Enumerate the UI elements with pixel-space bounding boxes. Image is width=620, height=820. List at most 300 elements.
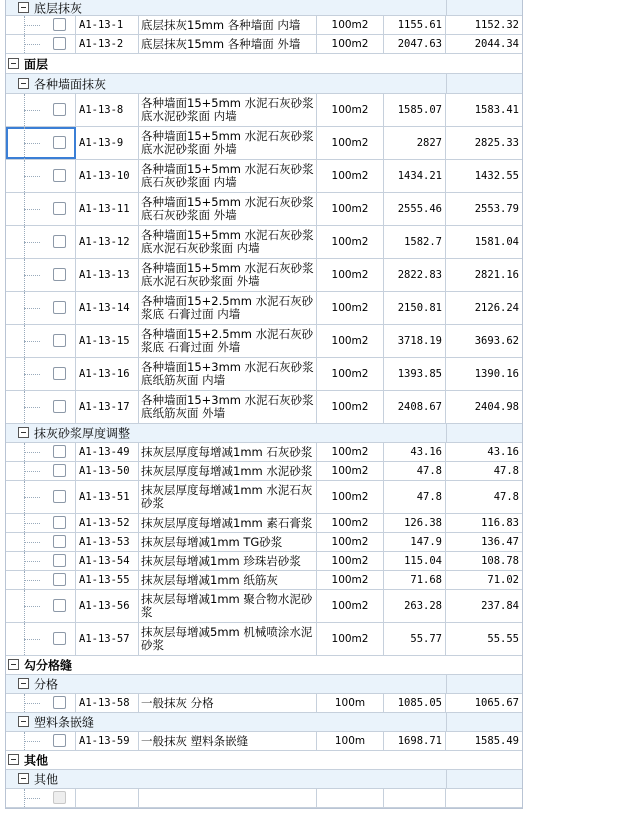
table-row[interactable] [6,443,522,462]
table-row[interactable] [6,789,522,808]
code-cell[interactable] [76,16,139,34]
group-row[interactable] [6,713,522,732]
collapse-toggle-icon[interactable] [18,78,29,89]
name-cell[interactable] [139,552,317,570]
price-cell[interactable] [384,292,446,324]
unit-cell[interactable] [317,481,384,513]
row-checkbox[interactable] [53,136,66,149]
price-cell[interactable] [384,481,446,513]
base-price-cell[interactable] [446,193,522,225]
column-divider [446,713,447,731]
table-row[interactable] [6,694,522,713]
code-cell[interactable] [76,623,139,655]
row-checkbox[interactable] [53,535,66,548]
unit-cell[interactable] [317,35,384,53]
code-cell-text: A1-13-8 [79,104,124,116]
name-cell[interactable] [139,462,317,480]
tree-cell [6,443,76,461]
name-cell-text: 各种墙面15+5mm 水泥石灰砂浆底水泥砂浆面 内墙 [141,96,314,123]
name-cell[interactable] [139,16,317,34]
base-price-cell[interactable] [446,590,522,622]
code-cell[interactable] [76,193,139,225]
base-price-cell-text: 47.8 [493,491,519,503]
name-cell[interactable] [139,35,317,53]
name-cell[interactable] [139,259,317,291]
tree-cell [6,127,76,159]
base-price-cell-text: 1390.16 [474,368,519,380]
row-checkbox[interactable] [53,18,66,31]
name-cell[interactable] [139,789,317,807]
name-cell[interactable] [139,732,317,750]
price-cell-text: 47.8 [416,465,442,477]
code-cell-text: A1-13-50 [79,465,130,477]
code-cell-text: A1-13-57 [79,633,130,645]
row-checkbox[interactable] [53,554,66,567]
name-cell[interactable] [139,443,317,461]
code-cell-text: A1-13-9 [79,137,124,149]
base-price-cell-text: 71.02 [487,574,519,586]
collapse-toggle-icon[interactable] [18,678,29,689]
base-price-cell[interactable] [446,443,522,461]
unit-cell-text: 100m2 [331,269,369,281]
price-cell-text: 1582.7 [404,236,442,248]
price-cell-text: 147.9 [410,536,442,548]
row-checkbox[interactable] [53,235,66,248]
price-cell-text: 47.8 [416,491,442,503]
code-cell[interactable] [76,127,139,159]
price-cell-text: 115.04 [404,555,442,567]
unit-cell-text: 100m2 [331,137,369,149]
name-cell[interactable] [139,623,317,655]
base-price-cell[interactable] [446,481,522,513]
name-cell[interactable] [139,590,317,622]
code-cell[interactable] [76,462,139,480]
row-checkbox[interactable] [53,301,66,314]
name-cell[interactable] [139,391,317,423]
row-checkbox[interactable] [53,103,66,116]
base-price-cell[interactable] [446,533,522,551]
tree-cell [6,259,76,291]
unit-cell-text: 100m2 [331,446,369,458]
table-row[interactable] [6,391,522,424]
code-cell[interactable] [76,259,139,291]
code-cell[interactable] [76,443,139,461]
price-cell-text: 3718.19 [397,335,442,347]
tree-cell [6,391,76,423]
tree-connector [24,580,40,581]
table-row[interactable] [6,358,522,391]
base-price-cell-text: 47.8 [493,465,519,477]
collapse-toggle-icon[interactable] [18,716,29,727]
price-cell-text: 263.28 [404,600,442,612]
base-price-cell[interactable] [446,160,522,192]
unit-cell[interactable] [317,358,384,390]
price-cell-text: 1085.05 [397,697,442,709]
price-cell[interactable] [384,94,446,126]
unit-cell-text: 100m2 [331,491,369,503]
table-row[interactable] [6,16,522,35]
column-divider [446,424,447,442]
tree-connector [24,308,40,309]
name-cell-text: 各种墙面15+3mm 水泥石灰砂浆底纸筋灰面 外墙 [141,393,314,420]
tree-connector [24,176,40,177]
unit-cell[interactable] [317,514,384,532]
tree-connector [24,341,40,342]
row-checkbox[interactable] [53,445,66,458]
code-cell[interactable] [76,552,139,570]
unit-cell-text: 100m2 [331,236,369,248]
group-label: 塑料条嵌缝 [34,715,95,730]
base-price-cell-text: 1432.55 [474,170,519,182]
unit-cell[interactable] [317,325,384,357]
group-row[interactable] [6,675,522,694]
code-cell-text: A1-13-10 [79,170,130,182]
group-row[interactable] [6,751,522,770]
unit-cell[interactable] [317,259,384,291]
code-cell[interactable] [76,789,139,807]
price-cell-text: 2408.67 [397,401,442,413]
row-checkbox[interactable] [53,516,66,529]
code-cell[interactable] [76,514,139,532]
tree-cell [6,694,76,712]
base-price-cell-text: 108.78 [481,555,519,567]
unit-cell[interactable] [317,193,384,225]
name-cell[interactable] [139,127,317,159]
group-row[interactable] [6,770,522,789]
code-cell-text: A1-13-49 [79,446,130,458]
price-cell[interactable] [384,552,446,570]
name-cell[interactable] [139,325,317,357]
name-cell-text: 抹灰层每增减1mm TG砂浆 [141,534,283,549]
name-cell[interactable] [139,358,317,390]
name-cell[interactable] [139,514,317,532]
tree-cell [6,462,76,480]
code-cell[interactable] [76,35,139,53]
name-cell-text: 一般抹灰 塑料条嵌缝 [141,733,249,748]
table-row[interactable] [6,590,522,623]
name-cell-text: 各种墙面15+3mm 水泥石灰砂浆底纸筋灰面 内墙 [141,360,314,387]
column-divider [446,0,447,15]
code-cell[interactable] [76,694,139,712]
name-cell-text: 抹灰层每增减5mm 机械喷涂水泥砂浆 [141,625,313,652]
base-price-cell[interactable] [446,292,522,324]
unit-cell-text: 100m2 [331,600,369,612]
collapse-toggle-icon[interactable] [18,427,29,438]
tree-cell [6,623,76,655]
base-price-cell[interactable] [446,35,522,53]
tree-cell [6,292,76,324]
table-row[interactable] [6,259,522,292]
tree-connector [24,606,40,607]
code-cell[interactable] [76,325,139,357]
code-cell[interactable] [76,160,139,192]
row-checkbox[interactable] [53,734,66,747]
code-cell-text: A1-13-16 [79,368,130,380]
name-cell[interactable] [139,533,317,551]
price-cell-text: 1393.85 [397,368,442,380]
collapse-toggle-icon[interactable] [8,754,19,765]
price-cell[interactable] [384,35,446,53]
price-cell-text: 2827 [416,137,442,149]
table-row[interactable] [6,732,522,751]
price-cell[interactable] [384,590,446,622]
unit-cell[interactable] [317,160,384,192]
unit-cell-text: 100m2 [331,335,369,347]
unit-cell[interactable] [317,16,384,34]
tree-connector [24,542,40,543]
name-cell-text: 抹灰层厚度每增减1mm 素石膏浆 [141,515,313,530]
price-cell-text: 2555.46 [397,203,442,215]
group-row[interactable] [6,0,522,16]
unit-cell[interactable] [317,292,384,324]
collapse-toggle-icon[interactable] [18,2,29,13]
unit-cell[interactable] [317,443,384,461]
tree-cell [6,789,76,807]
base-price-cell-text: 55.55 [487,633,519,645]
code-cell-text: A1-13-58 [79,697,130,709]
price-cell[interactable] [384,443,446,461]
price-cell[interactable] [384,358,446,390]
row-checkbox[interactable] [53,334,66,347]
table-row[interactable] [6,571,522,590]
unit-cell[interactable] [317,590,384,622]
column-divider [446,675,447,693]
price-cell-text: 1434.21 [397,170,442,182]
tree-cell [6,514,76,532]
name-cell-text: 抹灰层每增减1mm 聚合物水泥砂浆 [141,592,313,619]
base-price-cell[interactable] [446,514,522,532]
base-price-cell[interactable] [446,552,522,570]
name-cell-text: 各种墙面15+5mm 水泥石灰砂浆底水泥石灰砂浆面 内墙 [141,228,314,255]
price-cell-text: 2150.81 [397,302,442,314]
tree-connector [24,209,40,210]
row-checkbox[interactable] [53,367,66,380]
table-row[interactable] [6,35,522,54]
name-cell-text: 抹灰层厚度每增减1mm 水泥砂浆 [141,463,313,478]
price-cell[interactable] [384,571,446,589]
group-row[interactable] [6,54,522,74]
unit-cell[interactable] [317,226,384,258]
price-cell[interactable] [384,514,446,532]
name-cell[interactable] [139,571,317,589]
row-checkbox[interactable] [53,400,66,413]
unit-cell[interactable] [317,552,384,570]
code-cell[interactable] [76,226,139,258]
name-cell[interactable] [139,193,317,225]
quota-tree-grid[interactable] [5,0,523,809]
price-cell[interactable] [384,533,446,551]
tree-cell [6,193,76,225]
collapse-toggle-icon[interactable] [8,659,19,670]
row-checkbox[interactable] [53,202,66,215]
price-cell[interactable] [384,391,446,423]
price-cell[interactable] [384,462,446,480]
name-cell-text: 各种墙面15+2.5mm 水泥石灰砂浆底 石膏过面 外墙 [141,327,314,354]
price-cell[interactable] [384,193,446,225]
base-price-cell[interactable] [446,226,522,258]
table-row[interactable] [6,292,522,325]
base-price-cell[interactable] [446,325,522,357]
base-price-cell[interactable] [446,391,522,423]
base-price-cell[interactable] [446,358,522,390]
unit-cell[interactable] [317,789,384,807]
unit-cell-text: 100m2 [331,555,369,567]
code-cell[interactable] [76,358,139,390]
base-price-cell[interactable] [446,462,522,480]
name-cell[interactable] [139,694,317,712]
row-checkbox[interactable] [53,696,66,709]
collapse-toggle-icon[interactable] [18,773,29,784]
price-cell[interactable] [384,16,446,34]
unit-cell[interactable] [317,462,384,480]
tree-cell [6,533,76,551]
code-cell[interactable] [76,732,139,750]
name-cell[interactable] [139,481,317,513]
table-row[interactable] [6,193,522,226]
name-cell[interactable] [139,292,317,324]
unit-cell-text: 100m2 [331,19,369,31]
table-row[interactable] [6,325,522,358]
base-price-cell-text: 1583.41 [474,104,519,116]
base-price-cell-text: 1585.49 [474,735,519,747]
base-price-cell-text: 2825.33 [474,137,519,149]
tree-connector [24,798,40,799]
row-checkbox[interactable] [53,599,66,612]
code-cell[interactable] [76,571,139,589]
code-cell[interactable] [76,292,139,324]
tree-cell [6,590,76,622]
collapse-toggle-icon[interactable] [8,58,19,69]
tree-connector [24,407,40,408]
unit-cell[interactable] [317,94,384,126]
row-checkbox[interactable] [53,573,66,586]
code-cell-text: A1-13-11 [79,203,130,215]
base-price-cell-text: 2404.98 [474,401,519,413]
code-cell[interactable] [76,391,139,423]
code-cell-text: A1-13-53 [79,536,130,548]
unit-cell[interactable] [317,694,384,712]
name-cell-text: 抹灰层厚度每增减1mm 石灰砂浆 [141,444,313,459]
table-row[interactable] [6,481,522,514]
price-cell[interactable] [384,732,446,750]
base-price-cell[interactable] [446,94,522,126]
unit-cell[interactable] [317,533,384,551]
group-label: 面层 [24,57,49,71]
price-cell-text: 1698.71 [397,735,442,747]
base-price-cell-text: 3693.62 [474,335,519,347]
base-price-cell[interactable] [446,694,522,712]
price-cell[interactable] [384,160,446,192]
base-price-cell-text: 2553.79 [474,203,519,215]
group-label: 抹灰砂浆厚度调整 [34,426,131,441]
unit-cell[interactable] [317,127,384,159]
unit-cell-text: 100m [334,697,366,709]
group-row[interactable] [6,656,522,675]
row-checkbox[interactable] [53,37,66,50]
unit-cell-text: 100m2 [331,465,369,477]
tree-connector [24,110,40,111]
price-cell[interactable] [384,694,446,712]
price-cell[interactable] [384,259,446,291]
row-checkbox[interactable] [53,464,66,477]
code-cell[interactable] [76,94,139,126]
price-cell-text: 55.77 [410,633,442,645]
name-cell[interactable] [139,226,317,258]
base-price-cell[interactable] [446,789,522,807]
base-price-cell-text: 2044.34 [474,38,519,50]
price-cell[interactable] [384,325,446,357]
unit-cell[interactable] [317,571,384,589]
tree-connector [24,374,40,375]
code-cell-text: A1-13-54 [79,555,130,567]
name-cell-text: 各种墙面15+5mm 水泥石灰砂浆底水泥石灰砂浆面 外墙 [141,261,314,288]
unit-cell[interactable] [317,391,384,423]
table-row[interactable] [6,462,522,481]
price-cell[interactable] [384,789,446,807]
group-label: 各种墙面抹灰 [34,77,107,91]
row-checkbox[interactable] [53,632,66,645]
base-price-cell[interactable] [446,571,522,589]
table-row[interactable] [6,94,522,127]
group-row[interactable] [6,74,522,94]
code-cell-text: A1-13-51 [79,491,130,503]
tree-cell [6,358,76,390]
price-cell-text: 2047.63 [397,38,442,50]
table-row[interactable] [6,514,522,533]
table-row[interactable] [6,226,522,259]
unit-cell[interactable] [317,623,384,655]
base-price-cell[interactable] [446,127,522,159]
group-row[interactable] [6,424,522,443]
unit-cell-text: 100m2 [331,170,369,182]
code-cell[interactable] [76,533,139,551]
row-checkbox[interactable] [53,169,66,182]
code-cell[interactable] [76,590,139,622]
name-cell[interactable] [139,160,317,192]
tree-connector [24,25,40,26]
base-price-cell-text: 1065.67 [474,697,519,709]
base-price-cell[interactable] [446,732,522,750]
group-label: 勾分格缝 [24,658,73,673]
tree-cell [6,16,76,34]
column-divider [446,74,447,93]
group-label: 分格 [34,677,59,692]
table-row[interactable] [6,552,522,571]
price-cell[interactable] [384,623,446,655]
table-row[interactable] [6,533,522,552]
name-cell[interactable] [139,94,317,126]
table-row[interactable] [6,160,522,193]
column-divider [446,770,447,788]
table-row[interactable] [6,127,522,160]
price-cell-text: 43.16 [410,446,442,458]
tree-cell [6,35,76,53]
name-cell-text: 各种墙面15+2.5mm 水泥石灰砂浆底 石膏过面 内墙 [141,294,314,321]
base-price-cell[interactable] [446,16,522,34]
base-price-cell[interactable] [446,623,522,655]
base-price-cell[interactable] [446,259,522,291]
price-cell-text: 1585.07 [397,104,442,116]
price-cell[interactable] [384,127,446,159]
tree-connector [24,523,40,524]
unit-cell[interactable] [317,732,384,750]
price-cell[interactable] [384,226,446,258]
table-row[interactable] [6,623,522,656]
row-checkbox[interactable] [53,268,66,281]
code-cell[interactable] [76,481,139,513]
row-checkbox[interactable] [53,490,66,503]
unit-cell-text: 100m2 [331,104,369,116]
